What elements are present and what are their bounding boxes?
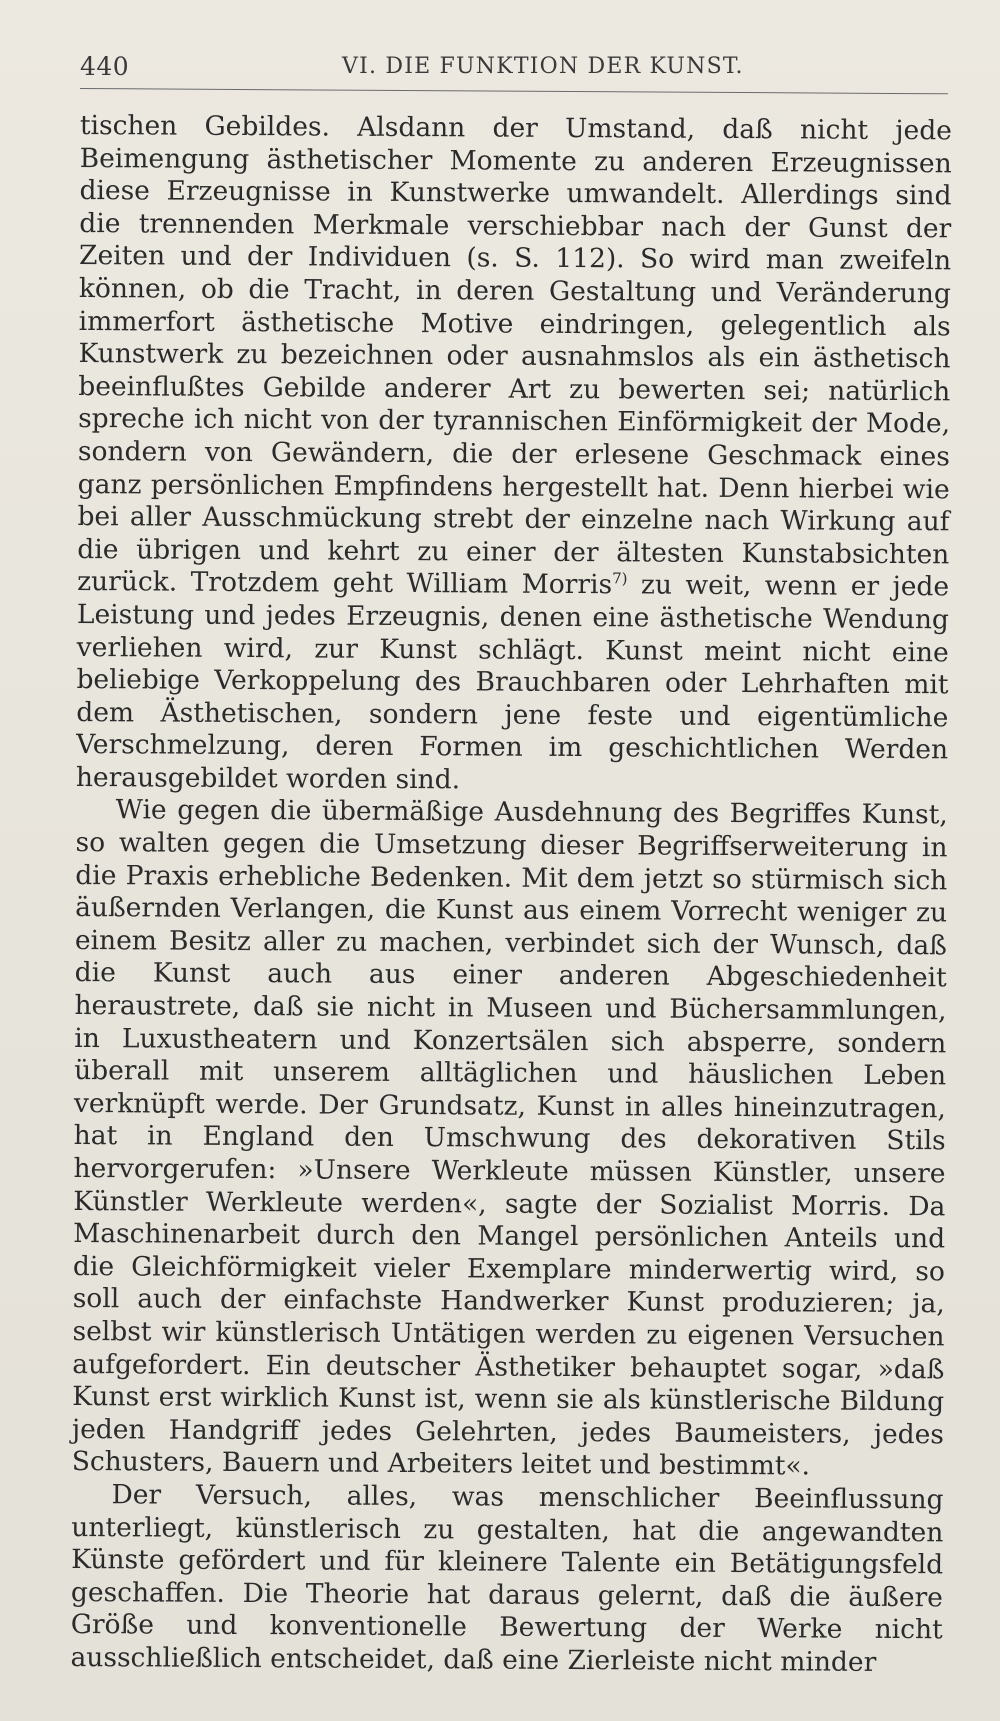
paragraph-text-continued: zu weit, wenn er jede Leistung und jedes Erzeugnis, denen eine ästhetische Wendung verliehen wird, zur Kunst schlägt. Kunst meint nicht eine beliebige Verkoppelung des Brauchbaren oder Lehrhaften mit dem Ästhetischen, sondern jene feste und eigentümliche Verschmelzung, deren Formen im geschichtlichen Werden herausgebildet worden sind. — [75, 569, 950, 796]
paragraph — [72, 794, 948, 1484]
chapter-title: VI. DIE FUNKTION DER KUNST. — [342, 54, 744, 79]
paragraph-continued — [76, 110, 952, 800]
paragraph — [70, 1479, 943, 1680]
page-number: 440 — [80, 52, 130, 81]
body-text — [70, 110, 952, 1680]
running-head — [80, 52, 945, 86]
paragraph-text: Der Versuch, alles, was menschlicher Beeinflussung unterliegt, künstlerisch zu gestalten, hat die angewandten Künste gefördert und für kleinere Talente ein Betätigungsfeld geschaffen. Die Theorie hat daraus gelernt, daß die äußere Größe und konventionelle Bewertung der Werke nicht ausschließlich entscheidet, daß eine Zierleiste nicht minder — [70, 1479, 944, 1678]
footnote-marker: 7) — [612, 569, 628, 588]
paragraph-text: tischen Gebildes. Alsdann der Umstand, daß nicht jede Beimengung ästhetischer Momente zu anderen Erzeugnissen diese Erzeugnisse in Kunstwerke umwandelt. Allerdings sind die trennenden Merkmale verschiebbar nach der Gunst der Zeiten und der Individuen (s. S. 112). So wird man zweifeln können, ob die Tracht, in deren Gestaltung und Veränderung immerfort ästhetische Motive eindringen, gelegentlich als Kunstwerk zu bezeichnen oder ausnahmslos als ein ästhetisch beeinflußtes Gebilde anderer Art zu bewerten sei; natürlich spreche ich nicht von der tyrannischen Einförmigkeit der Mode, sondern von Gewändern, die der erlesene Geschmack eines ganz persönlichen Empfindens hergestellt hat. Denn hierbei wie bei aller Ausschmückung strebt der einzelne nach Wirkung auf die übrigen und kehrt zu einer der ältesten Kunstabsichten zurück. Trotzdem geht William Morris — [77, 110, 952, 601]
header-rule — [80, 88, 948, 95]
paragraph-text: Wie gegen die übermäßige Ausdehnung des Begriffes Kunst, so walten gegen die Umsetzung dieser Begriffserweiterung in die Praxis erhebliche Bedenken. Mit dem jetzt so stürmisch sich äußernden Verlangen, die Kunst aus einem Vorrecht weniger zu einem Besitz aller zu machen, verbindet sich der Wunsch, daß die Kunst auch aus einer anderen Abgeschiedenheit heraustrete, daß sie nicht in Museen und Büchersammlungen, in Luxustheatern und Konzertsälen sich absperre, sondern überall mit unserem alltäglichen und häuslichen Leben verknüpft werde. Der Grundsatz, Kunst in alles hineinzutragen, hat in England den Umschwung des dekorativen Stils hervorgerufen: »Unsere Werkleute müssen Künstler, unsere Künstler Werkleute werden«, sagte der Sozialist Morris. Da Maschinenarbeit durch den Mangel persönlichen Anteils und die Gleichförmigkeit vieler Exemplare minderwertig wird, so soll auch der einfachste Handwerker Kunst produzieren; ja, selbst wir künstlerisch Untätigen werden zu eigenen Versuchen aufgefordert. Ein deutscher Ästhetiker behauptet sogar, »daß Kunst erst wirklich Kunst ist, wenn sie als künstlerische Bildung jeden Handgriff jedes Gelehrten, jedes Baumeisters, jedes Schusters, Bauern und Arbeiters leitet und bestimmt«. — [71, 794, 948, 1482]
